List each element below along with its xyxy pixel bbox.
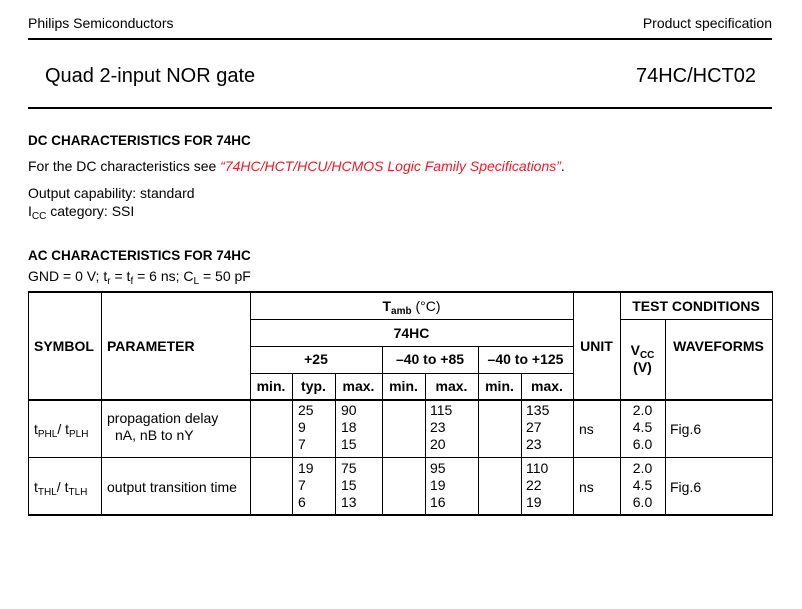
header-family: 74HC — [393, 325, 430, 341]
header-temp-85: –40 to +85 — [395, 351, 465, 367]
row1-param-line2: nA, nB to nY — [115, 427, 194, 443]
header-min-25: min. — [256, 378, 286, 394]
header-unit: UNIT — [580, 338, 613, 354]
ac-heading: AC CHARACTERISTICS FOR 74HC — [28, 248, 251, 263]
row2-max-125 — [526, 460, 548, 511]
row1-max125-1: 27 — [526, 419, 542, 435]
row1-vcc-0: 2.0 — [632, 402, 653, 418]
vcc-sub: CC — [639, 350, 655, 361]
row2-typ-2: 6 — [298, 494, 306, 510]
cond-end: = 50 pF — [199, 268, 251, 284]
row2-sym-t1: t — [34, 479, 38, 495]
vcc-symbol — [620, 342, 665, 359]
row1-param-line1: propagation delay — [107, 410, 219, 426]
row2-sym-sep: / t — [56, 479, 69, 495]
tamb-sub: amb — [391, 306, 412, 317]
row1-max25-1: 18 — [341, 419, 357, 435]
row1-vcc — [620, 402, 665, 453]
icc-category — [28, 203, 135, 222]
header-temp-25: +25 — [304, 351, 328, 367]
company-name: Philips Semiconductors — [28, 15, 174, 31]
hline-tamb — [250, 319, 573, 320]
cond-r-sub: r — [107, 276, 111, 287]
tamb-unit: (°C) — [411, 298, 441, 314]
part-number: 74HC/HCT02 — [635, 65, 756, 87]
header-temp-125: –40 to +125 — [487, 351, 564, 367]
row1-vcc-2: 6.0 — [632, 436, 653, 452]
dc-intro — [28, 158, 565, 174]
row1-max25-0: 90 — [341, 402, 357, 418]
vline-typ25 — [335, 373, 336, 516]
header-min-125: min. — [485, 378, 514, 394]
row1-typ-2: 7 — [298, 436, 306, 452]
icc-text: category: SSI — [46, 203, 135, 219]
table-top-border — [28, 291, 773, 293]
row1-max125-2: 23 — [526, 436, 542, 452]
row2-vcc-1: 4.5 — [632, 477, 653, 493]
cond-l-sub: L — [193, 276, 200, 287]
row2-symbol — [34, 479, 88, 498]
row2-max25-2: 13 — [341, 494, 357, 510]
table-bottom-border — [28, 514, 773, 516]
row2-typ-1: 7 — [298, 477, 306, 493]
icc-sub: CC — [31, 211, 47, 222]
row1-max-125 — [526, 402, 549, 453]
cond-mid1: = t — [110, 268, 131, 284]
header-max-125: max. — [531, 378, 563, 394]
ac-characteristics-table — [28, 291, 773, 516]
row1-waveform: Fig.6 — [670, 421, 702, 437]
row-divider — [28, 457, 773, 458]
tamb-t: T — [382, 298, 392, 314]
header-test-conditions: TEST CONDITIONS — [632, 298, 760, 314]
vline-max125 — [573, 291, 574, 516]
row1-sym-sep: / t — [57, 421, 70, 437]
hline-74hc — [250, 346, 573, 347]
icc-symbol: I — [28, 203, 32, 219]
row1-max85-0: 115 — [430, 402, 453, 418]
header-vcc — [620, 342, 665, 376]
title-rule — [28, 107, 772, 109]
row2-max25-1: 15 — [341, 477, 357, 493]
row2-max-25 — [341, 460, 357, 511]
row1-unit: ns — [579, 421, 594, 437]
dc-intro-text: For the DC characteristics see — [28, 158, 221, 174]
header-bottom-border — [28, 399, 773, 401]
row2-max-85 — [430, 460, 446, 511]
page-title: Quad 2-input NOR gate — [45, 65, 256, 87]
hline-test — [620, 319, 773, 320]
row1-symbol — [34, 421, 89, 440]
row1-sym-sub1: PHL — [37, 429, 58, 440]
row1-max25-2: 15 — [341, 436, 357, 452]
row2-vcc — [620, 460, 665, 511]
dc-spec-link[interactable]: “74HC/HCT/HCU/HCMOS Logic Family Specifications” — [220, 158, 561, 174]
row2-vcc-0: 2.0 — [632, 460, 653, 476]
row1-sym-sub2: PLH — [69, 429, 89, 440]
row1-typ-25 — [298, 402, 314, 453]
cond-gnd: GND = 0 V; t — [28, 268, 108, 284]
hline-temp — [250, 373, 573, 374]
vline-min25 — [292, 373, 293, 516]
header-tamb — [250, 298, 573, 317]
vline-symbol — [101, 291, 102, 516]
row1-vcc-1: 4.5 — [632, 419, 653, 435]
vline-left — [28, 291, 29, 516]
row1-max125-0: 135 — [526, 402, 550, 418]
row2-unit: ns — [579, 479, 594, 495]
header-max-85: max. — [435, 378, 468, 394]
row2-max85-0: 95 — [430, 460, 446, 476]
vcc-v: V — [630, 342, 640, 358]
output-capability: Output capability: standard — [28, 185, 195, 201]
row2-sym-sub2: TLH — [68, 487, 88, 498]
row1-max85-1: 23 — [430, 419, 446, 435]
row1-max85-2: 20 — [430, 436, 446, 452]
row2-max25-0: 75 — [341, 460, 357, 476]
cond-mid2: = 6 ns; C — [133, 268, 194, 284]
vcc-unit: (V) — [633, 359, 652, 375]
row2-parameter: output transition time — [107, 479, 237, 495]
header-min-85: min. — [389, 378, 418, 394]
row2-typ-25 — [298, 460, 314, 511]
row1-max-25 — [341, 402, 357, 453]
vline-min125 — [521, 373, 522, 516]
ac-conditions — [28, 268, 251, 287]
row2-max125-0: 110 — [526, 460, 549, 476]
header-symbol: SYMBOL — [34, 338, 94, 354]
vline-max25 — [382, 346, 383, 516]
row2-max85-1: 19 — [430, 477, 446, 493]
header-parameter: PARAMETER — [107, 338, 195, 354]
row1-typ-0: 25 — [298, 402, 314, 418]
dc-heading: DC CHARACTERISTICS FOR 74HC — [28, 133, 251, 148]
row2-max125-2: 19 — [526, 494, 542, 510]
cond-f-sub: f — [130, 276, 134, 287]
dc-intro-end: . — [560, 158, 565, 174]
row2-max85-2: 16 — [430, 494, 446, 510]
row2-max125-1: 22 — [526, 477, 542, 493]
header-rule — [28, 38, 772, 40]
row1-typ-1: 9 — [298, 419, 306, 435]
row1-sym-t1: t — [34, 421, 38, 437]
vline-min85 — [425, 373, 426, 516]
vline-right — [772, 291, 773, 516]
document-type: Product specification — [642, 15, 772, 31]
row1-parameter — [107, 410, 218, 444]
vline-max85 — [478, 346, 479, 516]
header-waveforms: WAVEFORMS — [673, 338, 764, 354]
row2-typ-0: 19 — [298, 460, 314, 476]
row2-waveform: Fig.6 — [670, 479, 702, 495]
row2-sym-sub1: THL — [37, 487, 57, 498]
header-max-25: max. — [342, 378, 375, 394]
row1-max-85 — [430, 402, 452, 453]
header-typ-25: typ. — [301, 378, 326, 394]
row2-vcc-2: 6.0 — [632, 494, 653, 510]
